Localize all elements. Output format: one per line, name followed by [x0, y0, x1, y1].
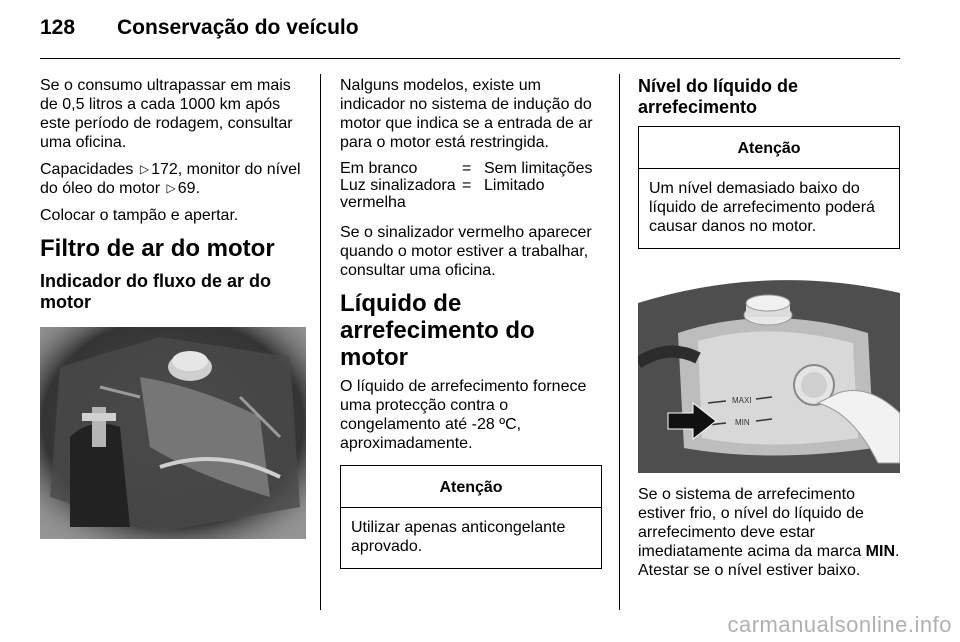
text-capacities: Capacidades ▷ 172, monitor do nível do óleo do motor ▷ 69.	[40, 161, 301, 197]
text-cap: Colocar o tampão e apertar.	[40, 207, 239, 224]
maxi-label: MAXI	[732, 396, 752, 405]
text-indicator: Nalguns modelos, existe um indicador no sistema de indução do motor que indica se a entrada de ar para o motor está restringida.	[340, 77, 593, 151]
page-title: Conservação do veículo	[117, 16, 359, 39]
indicator-spec-table	[340, 160, 602, 211]
heading-air-filter: Filtro de ar do motor	[40, 235, 275, 262]
reference-link-69[interactable]: 69.	[177, 180, 201, 197]
caution-box	[638, 126, 900, 249]
column-divider-2	[619, 74, 620, 610]
heading-airflow-indicator: Indicador do fluxo de ar do motor	[40, 271, 272, 312]
column-1	[40, 76, 306, 539]
caution-box	[340, 465, 602, 569]
watermark: carmanualsonline.info	[727, 612, 952, 637]
engine-air-intake-photo	[40, 327, 306, 539]
spec-sep: =	[462, 177, 472, 194]
caution-text: Um nível demasiado baixo do líquido de arrefecimento poderá causar danos no motor.	[649, 180, 875, 235]
column-3	[638, 76, 900, 588]
text-coolant-check: Se o sistema de arrefecimento estiver frio, o nível do líquido de arrefecimento deve estar imediatamente acima da marca MIN. Atestar se o nível estiver baixo.	[638, 486, 900, 579]
caution-text: Utilizar apenas anticongelante aprovado.	[351, 519, 566, 555]
triangle-right-icon: ▷	[166, 181, 176, 195]
spec-value: Limitado	[484, 177, 545, 194]
column-2	[340, 76, 602, 569]
text-coolant-protection: O líquido de arrefecimento fornece uma protecção contra o congelamento até -28 ºC, aproximadamente.	[340, 378, 587, 452]
reference-link-172[interactable]: 172, monitor do nível do óleo do motor	[40, 161, 301, 197]
column-divider-1	[320, 74, 321, 610]
min-label: MIN	[735, 418, 750, 427]
caution-title: Atenção	[639, 127, 899, 169]
triangle-right-icon: ▷	[139, 162, 150, 176]
caution-title: Atenção	[341, 466, 601, 508]
spec-sep: =	[462, 160, 472, 177]
page-number: 128	[40, 16, 76, 39]
heading-coolant: Líquido de arrefecimento do motor	[340, 290, 535, 371]
header-rule	[40, 58, 900, 59]
spec-label: Luz sinalizadora vermelha	[340, 177, 456, 211]
coolant-reservoir-photo	[638, 263, 900, 473]
spec-label: Em branco	[340, 160, 418, 177]
heading-coolant-level: Nível do líquido de arrefecimento	[638, 76, 799, 117]
spec-value: Sem limitações	[484, 160, 593, 177]
text-red-indicator: Se o sinalizador vermelho aparecer quando o motor estiver a trabalhar, consultar uma oficina.	[340, 224, 592, 279]
min-mark: MIN	[865, 543, 895, 560]
text-consumption: Se o consumo ultrapassar em mais de 0,5 litros a cada 1000 km após este período de rodagem, consultar uma oficina.	[40, 77, 293, 151]
